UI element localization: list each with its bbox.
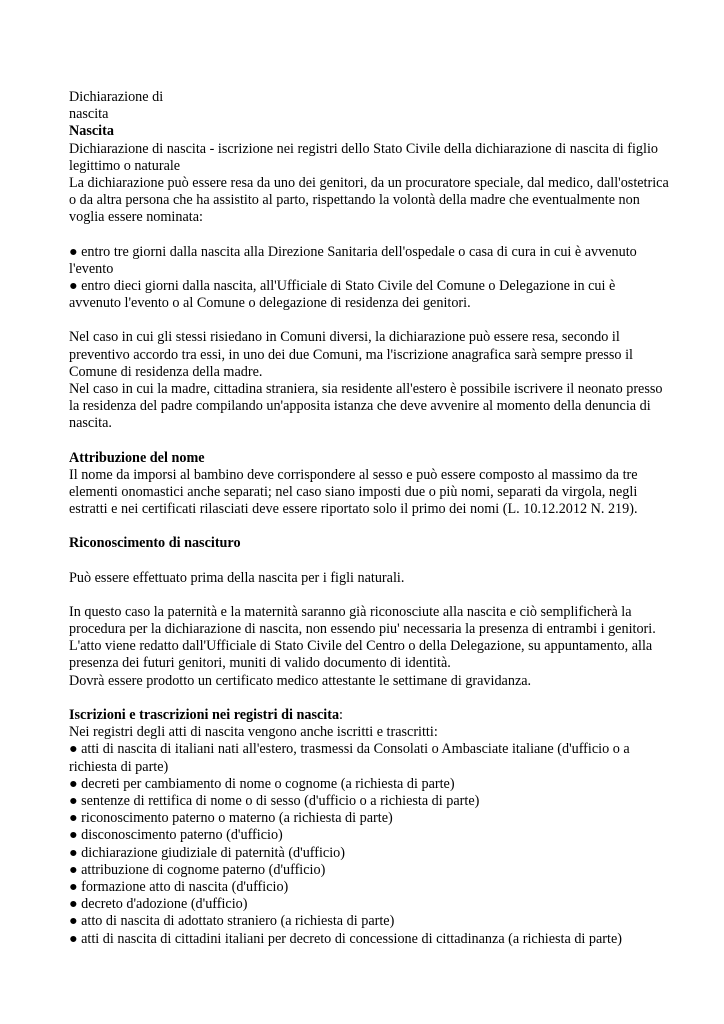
list-item: ● decreto d'adozione (d'ufficio) [69, 896, 248, 913]
paragraph: Dovrà essere prodotto un certificato medico attestante le settimane di gravidanza. [69, 672, 532, 689]
list-item: ● atti di nascita di cittadini italiani per decreto di concessione di cittadinanza (a richiesta di parte) [69, 930, 622, 947]
paragraph: Nel caso in cui la madre, cittadina straniera, sia residente all'estero è possibile iscrivere il neonato presso la residenza del padre compilando un'apposita istanza che deve avvenire al momento della denuncia di nascita. [69, 381, 663, 432]
document-body [69, 89, 669, 948]
list-item: ● entro tre giorni dalla nascita alla Direzione Sanitaria dell'ospedale o casa di cura in cui è avvenuto l'evento [69, 243, 637, 277]
paragraph: Nel caso in cui gli stessi risiedano in Comuni diversi, la dichiarazione può essere resa, secondo il preventivo accordo tra essi, in uno dei due Comuni, ma l'iscrizione anagrafica sarà sempre presso il Comune di residenza della madre. [69, 329, 633, 380]
section-heading-nascita: Nascita [69, 123, 114, 140]
paragraph: La dichiarazione può essere resa da uno dei genitori, da un procuratore speciale, dal medico, dall'ostetrica o da altra persona che ha assistito al parto, rispettando la volontà della madre che eventualmente non voglia essere nominata: [69, 175, 669, 226]
title-line-1: Dichiarazione di [69, 89, 164, 105]
paragraph: Nei registri degli atti di nascita vengono anche iscritti e trascritti: [69, 724, 438, 741]
section-heading-nome: Attribuzione del nome [69, 449, 205, 466]
paragraph: L'atto viene redatto dall'Ufficiale di Stato Civile del Centro o della Delegazione, su appuntamento, alla presenza dei futuri genitori, muniti di valido documento di identità. [69, 638, 653, 672]
section-heading-text: Iscrizioni e trascrizioni nei registri di nascita [69, 706, 340, 723]
paragraph: Dichiarazione di nascita - iscrizione nei registri dello Stato Civile della dichiarazione di nascita di figlio legittimo o naturale [69, 140, 658, 174]
list-item: ● formazione atto di nascita (d'ufficio) [69, 878, 289, 895]
list-item: ● disconoscimento paterno (d'ufficio) [69, 827, 283, 844]
section-heading-iscrizioni [69, 707, 669, 724]
list-item: ● atto di nascita di adottato straniero (a richiesta di parte) [69, 913, 395, 930]
list-item: ● riconoscimento paterno o materno (a richiesta di parte) [69, 810, 393, 827]
paragraph: Può essere effettuato prima della nascita per i figli naturali. [69, 569, 405, 586]
list-item: ● decreti per cambiamento di nome o cognome (a richiesta di parte) [69, 775, 455, 792]
list-item: ● dichiarazione giudiziale di paternità (d'ufficio) [69, 844, 345, 861]
list-item: ● attribuzione di cognome paterno (d'ufficio) [69, 861, 326, 878]
document-title [69, 89, 189, 123]
paragraph: In questo caso la paternità e la maternità saranno già riconosciute alla nascita e ciò semplificherà la procedura per la dichiarazione di nascita, non essendo piu' necessaria la presenza di entrambi i genitori. [69, 603, 656, 638]
list-item: ● entro dieci giorni dalla nascita, all'Ufficiale di Stato Civile del Comune o Delegazione in cui è avvenuto l'evento o al Comune o delegazione di residenza dei genitori. [69, 278, 616, 312]
list-item: ● atti di nascita di italiani nati all'estero, trasmessi da Consolati o Ambasciate italiane (d'ufficio o a richiesta di parte) [69, 741, 630, 775]
paragraph: Il nome da imporsi al bambino deve corrispondere al sesso e può essere composto al massimo da tre elementi onomastici anche separati; nel caso siano imposti due o più nomi, separati da virgola, negli estratti e nei certificati rilasciati deve essere riportato solo il primo dei nomi (L. 10.12.2012 N. 219). [69, 466, 638, 518]
list-item: ● sentenze di rettifica di nome o di sesso (d'ufficio o a richiesta di parte) [69, 792, 480, 809]
section-heading-colon: : [339, 706, 343, 723]
title-line-2: nascita [69, 106, 109, 123]
section-heading-nascituro: Riconoscimento di nascituro [69, 535, 241, 552]
